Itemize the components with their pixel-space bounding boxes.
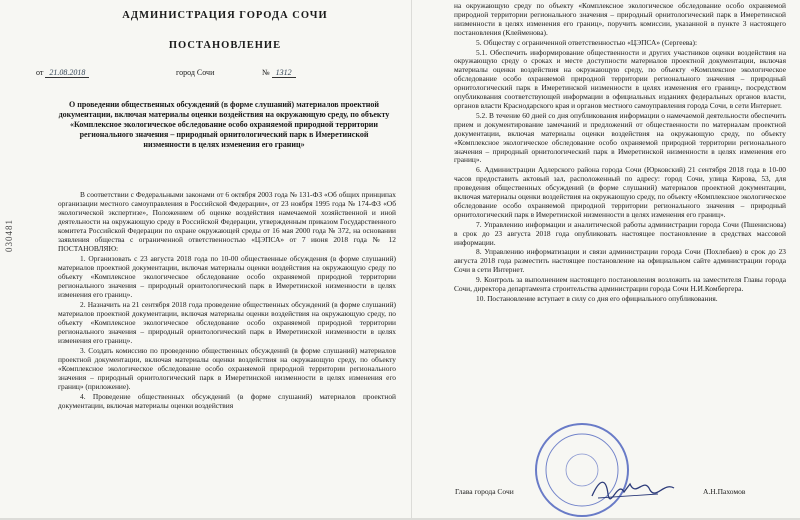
paragraph: 8. Управлению информатизации и связи администрации города Сочи (Похлебаев) в срок до 23 августа 2018 года разместить настоящее постановление на официальном сайте администрации города Сочи в сети Интернет. [454, 247, 786, 275]
paragraph: 4. Проведение общественных обсуждений (в форме слушаний) материалов проектной документации, включая материалы оценки воздействия [58, 392, 396, 410]
body-left-column [58, 190, 396, 411]
paragraph: 6. Администрации Адлерского района города Сочи (Юрковский) 21 сентября 2018 года в 10-00 часов предоставить актовый зал, расположенный по адресу: город Сочи, улица Кирова, 53, для проведения общественных обсуждений (в форме слушаний) материалов проектной документации, включая материалы оценки воздействия на окружающую среду, по объекту «Комплексное экологическое обследование особо охраняемой природной территории регионального значения – природный орнитологический парк в Имеретинской низменности в целях изменения его границ». [454, 165, 786, 219]
paragraph: 2. Назначить на 21 сентября 2018 года проведение общественных обсуждений (в форме слушаний) материалов проектной документации, включая материалы оценки воздействия на окружающую среду, по объекту «Комплексное экологическое обследование особо охраняемой природной территории регионального значения – природный орнитологический парк в Имеретинской низменности в целях изменения его границ». [58, 300, 396, 345]
paragraph: 3. Создать комиссию по проведению общественных обсуждений (в форме слушаний) материалов проектной документации, включая материалы оценки воздействия на окружающую среду, по объекту «Комплексное экологическое обследование особо охраняемой природной территории регионального значения – природный орнитологический парк в Имеретинской низменности в целях изменения его границ» (приложение). [58, 346, 396, 391]
doc-title: О проведении общественных обсуждений (в форме слушаний) материалов проектной документации, включая материалы оценки воздействия на окружающую среду, по объекту «Комплексное экологическое обследование особо охраняемой природной территории регионального значения – природный орнитологический парк в Имеретинской низменности в целях изменения его границ» [58, 100, 390, 149]
official-stamp [532, 420, 632, 520]
doc-type-header: ПОСТАНОВЛЕНИЕ [168, 40, 282, 51]
paragraph: 7. Управлению информации и аналитической работы администрации города Сочи (Пшениснова) в срок до 23 августа 2018 года опубликовать настоящее постановление в средствах массовой информации. [454, 219, 786, 247]
doc-city: город Сочи [176, 68, 215, 77]
doc-date [36, 68, 89, 78]
org-header: АДМИНИСТРАЦИЯ ГОРОДА СОЧИ [122, 10, 328, 21]
signature-name: А.Н.Пахомов [703, 487, 746, 496]
number-prefix: № [262, 68, 270, 77]
number-value: 1312 [272, 68, 296, 78]
paragraph: 5.2. В течение 60 дней со дня опубликования информации о намечаемой деятельности обеспечить прием и документирование замечаний и предложений от общественности по материалам проектной документации, включая материалы оценки воздействия на окружающую среду, по объекту «Комплексное экологическое обследование особо охраняемой природной территории регионального значения – природный орнитологический парк в Имеретинской низменности в целях изменения его границ». [454, 110, 786, 165]
paragraph: В соответствии с Федеральными законами от 6 октября 2003 года № 131-ФЗ «Об общих принципах организации местного самоуправления в Российской Федерации», от 23 ноября 1995 года № 174-ФЗ «Об экологической экспертизе», Положением об оценке воздействия намечаемой хозяйственной и иной деятельности на окружающую среду в Российской Федерации, утвержденным приказом Государственного комитета Российской Федерации по охране окружающей среды от 16 мая 2000 года № 372, на основании заявления общества с ограниченной ответственностью «ЦЭПСА» от 7 июня 2018 года № 12 ПОСТАНОВЛЯЮ: [58, 190, 396, 253]
doc-number [262, 68, 296, 78]
signature-position: Глава города Сочи [455, 487, 514, 496]
date-prefix: от [36, 68, 44, 77]
paragraph: 10. Постановление вступает в силу со дня его официального опубликования. [476, 294, 718, 303]
handwritten-signature [588, 474, 678, 504]
date-value: 21.08.2018 [45, 68, 89, 78]
archive-number: 030481 [4, 219, 14, 252]
paragraph: 5. Обществу с ограниченной ответственностью «ЦЭПСА» (Сергеева): [476, 37, 698, 47]
body-right-column [454, 2, 786, 305]
paragraph: 9. Контроль за выполнением настоящего постановления возложить на заместителя Главы города Сочи, директора департамента строительства администрации города Сочи Н.И.Комбергера. [454, 275, 786, 294]
paragraph: 1. Организовать с 23 августа 2018 года по 10-00 общественные обсуждения (в форме слушаний) материалов проектной документации, включая материалы оценки воздействия на окружающую среду по объекту «Комплексное экологическое обследование особо охраняемой природной территории регионального значения – природный орнитологический парк в Имеретинской низменности в целях изменения его границ». [58, 254, 396, 299]
paragraph: на окружающую среду по объекту «Комплексное экологическое обследование особо охраняемой природной территории регионального значения – природный орнитологический парк в Имеретинской низменности в целях изменения его границ», поручить комиссии, указанной в пункте 3 настоящего постановления (Клейменова). [454, 1, 786, 37]
paragraph: 5.1. Обеспечить информирование общественности и других участников оценки воздействия на окружающую среду о сроках и месте доступности материалов проектной документации, включая материалы оценки воздействия на окружающую среду, по объекту «Комплексное экологическое обследование особо охраняемой природной территории регионального значения – природный орнитологический парк в Имеретинской низменности в целях изменения его границ», посредством опубликования соответствующей информации в официальных изданиях федеральных органов власти, органов власти Краснодарского края и органов местного самоуправления города Сочи, в сети Интернет. [454, 47, 786, 110]
